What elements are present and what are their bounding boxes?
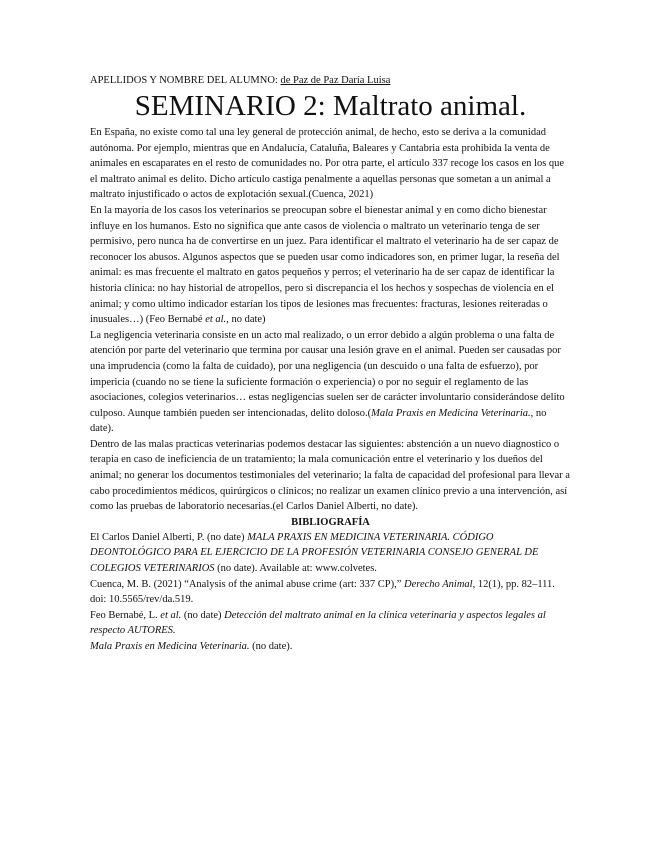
paragraph-identification-text: En la mayoría de los casos los veterinarios se preocupan sobre el bienestar animal y en como dicho bienestar influye en los humanos. Esto no significa que ante casos de violencia o maltrato un veterinario tenga de ser permisivo, pero nunca ha de convertirse en un juez. Para identificar el maltrato el veterinario ha de ser capaz de reconocer los abusos. Algunos aspectos que se pueden usar como indicadores son, en primer lugar, la reseña del animal: es mas frecuente el maltrato en gatos pequeños y perros; el veterinario ha de ser capaz de identificar la historia clínica: no hay historial de atropellos, pero si discrepancia el los hechos y sospechas de violencia en el animal; y como ultimo indicador estarían los tipos de lesiones mas frecuentes: fracturas, lesiones reiteradas o inusuales…) (Feo Bernabé bbox=[90, 204, 560, 326]
student-name-line bbox=[90, 74, 571, 88]
paragraph-legislation: En España, no existe como tal una ley general de protección animal, de hecho, esto se deriva a la comunidad autónoma. Por ejemplo, mientras que en Andalucía, Cataluña, Baleares y Cantabria esta prohibida la venta de animales en escaparates en el resto de comunidades no. Por otra parte, el artículo 337 recoge los casos en los que el maltrato animal es delito. Dicho artículo castiga penalmente a aquellas personas que sometan a un animal a maltrato injustificado o actos de explotación sexual.(Cuenca, 2021) bbox=[90, 127, 565, 201]
ref-author: Feo Bernabé, L. bbox=[90, 609, 161, 621]
paragraph-negligence-text: La negligencia veterinaria consiste en un acto mal realizado, o un error debido a algún problema o una falta de atención por parte del veterinario que termina por causar una lesión grave en el animal. Pueden ser causadas por una imprudencia (como la falta de cuidado), por una negligencia (un descuido o una falta de esfuerzo), por impericia (cuando no se tiene la suficiente formación o experiencia) o por no seguir el reglamento de las asociaciones, colegios veterinarios… estas negligencias suelen ser de carácter involuntario considerándose delito culposo. Aunque también pueden ser intencionadas, delito doloso.( bbox=[90, 329, 565, 419]
paragraph-negligence bbox=[90, 328, 571, 437]
ref-date: (no date) bbox=[181, 609, 225, 621]
ref-title: Mala Praxis en Medicina Veterinaria. bbox=[90, 641, 250, 652]
citation-et-al: et al. bbox=[205, 314, 227, 326]
bibliography-entry-alberti bbox=[90, 530, 571, 577]
student-name: de Paz de Paz Daría Luisa bbox=[280, 75, 391, 86]
ref-et-al: et al. bbox=[160, 609, 182, 621]
citation-end: , no date) bbox=[226, 314, 266, 326]
citation-title: Mala Praxis en Medicina Veterinaria. bbox=[371, 407, 531, 419]
bibliography-heading: BIBLIOGRAFÍA bbox=[291, 516, 370, 528]
bibliography-entry-feo bbox=[90, 608, 571, 639]
ref-source: (no date). Available at: www.colvetes. bbox=[214, 563, 377, 575]
student-name-label: APELLIDOS Y NOMBRE DEL ALUMNO: bbox=[90, 75, 281, 86]
ref-journal: Derecho Animal bbox=[404, 578, 473, 590]
paragraph-identification bbox=[90, 203, 571, 328]
paragraph-malpractice: Dentro de las malas practicas veterinarias podemos destacar las siguientes: abstención a un nuevo diagnostico o terapia en caso de ineficiencia de un tratamiento; la mala comunicación entre el veterinario y los dueños del animal; no generar los documentos testimoniales del veterinario; la falta de capacidad del profesional para llevar a cabo procedimientos médicos, quirúrgicos o clínicos; no realizar un examen clínico previo a una intervención, así como las pruebas de laboratorio necesarias.(el Carlos Daniel Alberti, no date). bbox=[90, 438, 570, 513]
ref-title: MALA PRAXIS EN MEDICINA VETERINARIA. CÓDIGO DEONTOLÓGICO PARA EL EJERCICIO DE LA PROFESIÓN VETERINARIA CONSEJO GENERAL DE COLEGIOS VETERINARIOS bbox=[90, 531, 539, 575]
citation-end: , no date). bbox=[90, 407, 547, 435]
ref-author: El Carlos Daniel Alberti, P. (no date) bbox=[90, 531, 248, 543]
bibliography-entry-cuenca bbox=[90, 577, 571, 608]
bibliography-entry-mala-praxis bbox=[90, 639, 571, 655]
document-title: SEMINARIO 2: Maltrato animal. bbox=[134, 90, 527, 122]
ref-date: (no date). bbox=[249, 641, 293, 652]
ref-source: , 12(1), pp. 82–111. doi: 10.5565/rev/da.519. bbox=[90, 578, 555, 606]
ref-title: Detección del maltrato animal en la clínica veterinaria y aspectos legales al respecto AUTORES. bbox=[90, 609, 546, 637]
ref-author: Cuenca, M. B. (2021) “Analysis of the animal abuse crime (art: 337 CP),” bbox=[90, 578, 405, 590]
